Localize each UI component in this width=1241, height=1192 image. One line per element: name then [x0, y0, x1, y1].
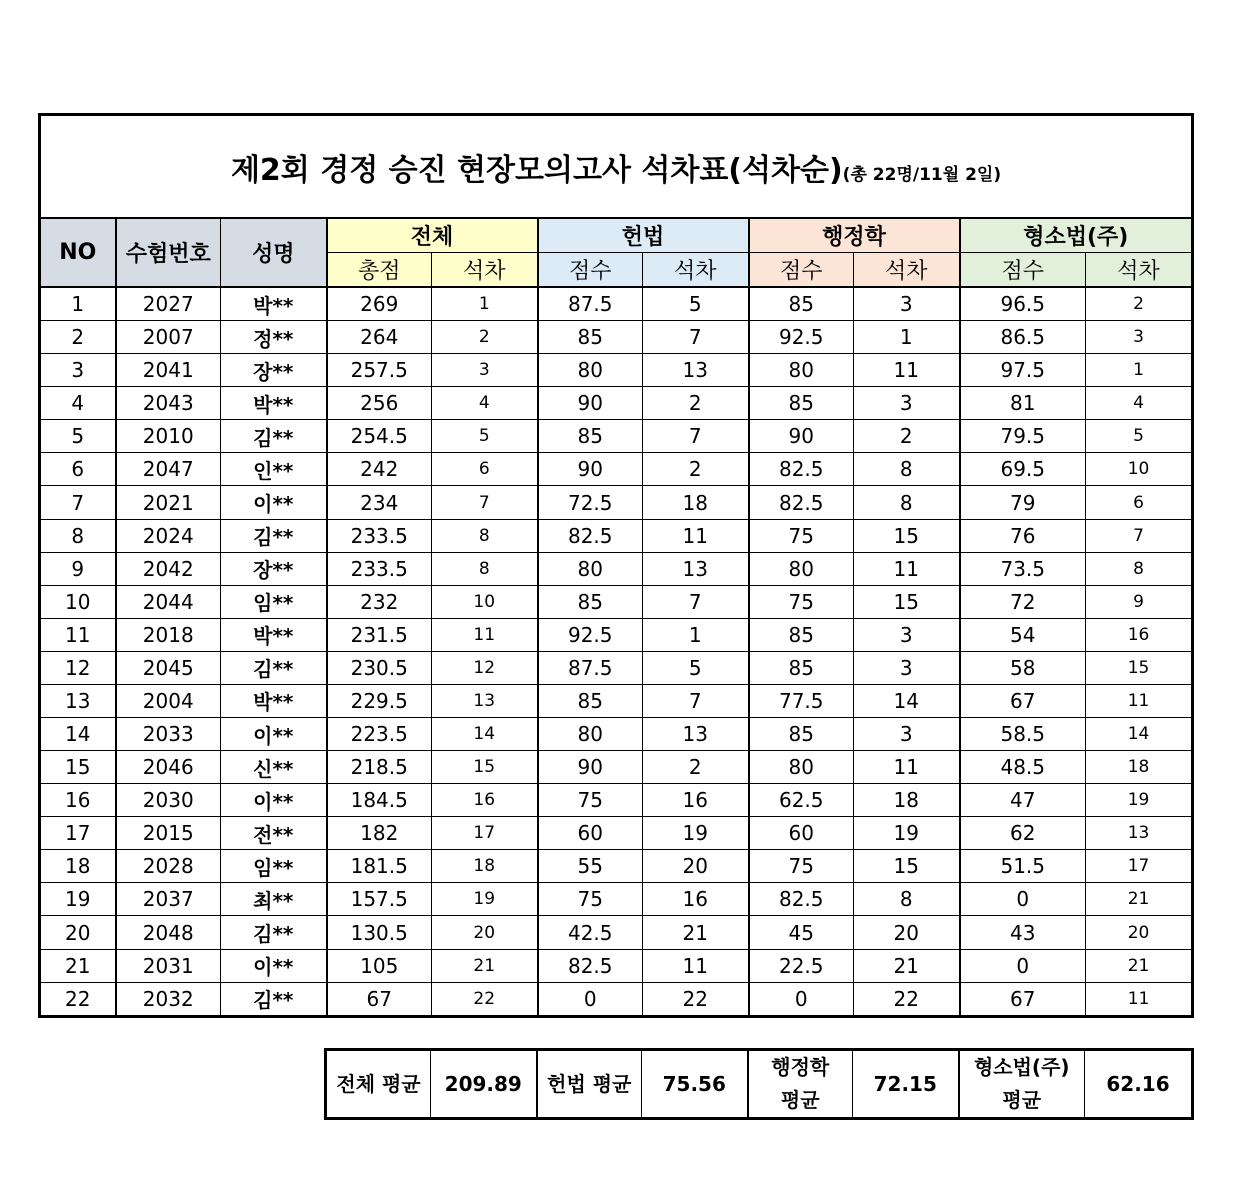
total-rank: 4: [432, 387, 538, 420]
criminal-rank: 11: [1086, 684, 1193, 717]
table-row: [40, 354, 1193, 387]
constitution-rank: 19: [643, 817, 749, 850]
student-name: 이**: [221, 949, 327, 982]
constitution-rank: 20: [643, 850, 749, 883]
header-group-total: 전체: [327, 218, 538, 253]
constitution-score: 75: [538, 784, 643, 817]
constitution-score: 0: [538, 982, 643, 1016]
student-name: 이**: [221, 486, 327, 519]
constitution-score: 87.5: [538, 287, 643, 321]
exam-number: 2047: [116, 453, 221, 486]
admin-rank: 11: [854, 552, 960, 585]
admin-average-value: 72.15: [853, 1050, 959, 1119]
total-rank: 12: [432, 651, 538, 684]
total-score: 130.5: [327, 916, 432, 949]
table-row: [40, 684, 1193, 717]
admin-rank: 8: [854, 453, 960, 486]
student-name: 전**: [221, 817, 327, 850]
student-name: 김**: [221, 519, 327, 552]
criminal-score: 79.5: [960, 420, 1086, 453]
row-no: 8: [40, 519, 116, 552]
total-rank: 6: [432, 453, 538, 486]
constitution-score: 85: [538, 321, 643, 354]
total-score: 234: [327, 486, 432, 519]
constitution-rank: 13: [643, 552, 749, 585]
admin-score: 60: [749, 817, 854, 850]
constitution-rank: 13: [643, 354, 749, 387]
row-no: 5: [40, 420, 116, 453]
criminal-score: 48.5: [960, 751, 1086, 784]
total-score: 67: [327, 982, 432, 1016]
admin-rank: 15: [854, 850, 960, 883]
averages-table: [324, 1048, 1194, 1120]
admin-rank: 15: [854, 585, 960, 618]
row-no: 12: [40, 651, 116, 684]
criminal-score: 0: [960, 883, 1086, 916]
total-average-label: 전체 평균: [326, 1050, 431, 1119]
criminal-score: 62: [960, 817, 1086, 850]
admin-rank: 20: [854, 916, 960, 949]
row-no: 22: [40, 982, 116, 1016]
exam-number: 2041: [116, 354, 221, 387]
admin-rank: 15: [854, 519, 960, 552]
exam-number: 2043: [116, 387, 221, 420]
total-score: 232: [327, 585, 432, 618]
criminal-score: 47: [960, 784, 1086, 817]
constitution-score: 90: [538, 387, 643, 420]
criminal-score: 51.5: [960, 850, 1086, 883]
criminal-rank: 19: [1086, 784, 1193, 817]
total-score: 254.5: [327, 420, 432, 453]
row-no: 4: [40, 387, 116, 420]
row-no: 15: [40, 751, 116, 784]
page-title: [40, 115, 1193, 219]
total-score: 218.5: [327, 751, 432, 784]
admin-score: 85: [749, 387, 854, 420]
total-rank: 10: [432, 585, 538, 618]
exam-number: 2048: [116, 916, 221, 949]
exam-number: 2042: [116, 552, 221, 585]
total-rank: 20: [432, 916, 538, 949]
admin-average-label-line2: 평균: [780, 1088, 820, 1112]
total-rank: 14: [432, 718, 538, 751]
constitution-score: 85: [538, 420, 643, 453]
admin-average-label: [748, 1050, 853, 1119]
student-name: 박**: [221, 287, 327, 321]
constitution-average-value: 75.56: [642, 1050, 748, 1119]
constitution-average-label: 헌법 평균: [537, 1050, 642, 1119]
exam-number: 2046: [116, 751, 221, 784]
admin-average-label-line1: 행정학: [771, 1055, 830, 1079]
row-no: 9: [40, 552, 116, 585]
exam-number: 2030: [116, 784, 221, 817]
header-sub: 석차: [854, 253, 960, 288]
total-rank: 22: [432, 982, 538, 1016]
constitution-rank: 7: [643, 321, 749, 354]
admin-rank: 14: [854, 684, 960, 717]
admin-rank: 3: [854, 718, 960, 751]
student-name: 임**: [221, 850, 327, 883]
row-no: 3: [40, 354, 116, 387]
admin-rank: 22: [854, 982, 960, 1016]
admin-score: 45: [749, 916, 854, 949]
table-row: [40, 618, 1193, 651]
student-name: 장**: [221, 354, 327, 387]
exam-number: 2024: [116, 519, 221, 552]
exam-number: 2031: [116, 949, 221, 982]
criminal-rank: 21: [1086, 949, 1193, 982]
constitution-score: 55: [538, 850, 643, 883]
criminal-rank: 9: [1086, 585, 1193, 618]
total-rank: 8: [432, 519, 538, 552]
criminal-average-value: 62.16: [1085, 1050, 1193, 1119]
constitution-score: 90: [538, 751, 643, 784]
header-name: 성명: [221, 218, 327, 287]
exam-number: 2033: [116, 718, 221, 751]
admin-rank: 3: [854, 618, 960, 651]
row-no: 2: [40, 321, 116, 354]
exam-number: 2021: [116, 486, 221, 519]
table-row: [40, 718, 1193, 751]
admin-score: 80: [749, 354, 854, 387]
constitution-rank: 1: [643, 618, 749, 651]
row-no: 7: [40, 486, 116, 519]
header-sub: 석차: [432, 253, 538, 288]
title-subtitle: (총 22명/11월 2일): [842, 164, 1002, 185]
admin-score: 85: [749, 718, 854, 751]
constitution-rank: 11: [643, 949, 749, 982]
admin-rank: 2: [854, 420, 960, 453]
total-rank: 13: [432, 684, 538, 717]
constitution-score: 82.5: [538, 949, 643, 982]
constitution-rank: 13: [643, 718, 749, 751]
constitution-rank: 2: [643, 453, 749, 486]
table-row: [40, 949, 1193, 982]
row-no: 13: [40, 684, 116, 717]
row-no: 14: [40, 718, 116, 751]
student-name: 김**: [221, 982, 327, 1016]
header-group-admin: 행정학: [749, 218, 960, 253]
table-row: [40, 817, 1193, 850]
header-sub: 석차: [1086, 253, 1193, 288]
student-name: 장**: [221, 552, 327, 585]
total-score: 223.5: [327, 718, 432, 751]
constitution-score: 82.5: [538, 519, 643, 552]
constitution-score: 85: [538, 684, 643, 717]
admin-rank: 18: [854, 784, 960, 817]
row-no: 18: [40, 850, 116, 883]
admin-score: 82.5: [749, 883, 854, 916]
constitution-rank: 18: [643, 486, 749, 519]
total-rank: 19: [432, 883, 538, 916]
student-name: 박**: [221, 387, 327, 420]
exam-number: 2037: [116, 883, 221, 916]
admin-rank: 21: [854, 949, 960, 982]
criminal-rank: 4: [1086, 387, 1193, 420]
constitution-score: 80: [538, 718, 643, 751]
exam-number: 2028: [116, 850, 221, 883]
row-no: 16: [40, 784, 116, 817]
total-score: 105: [327, 949, 432, 982]
header-sub: 점수: [960, 253, 1086, 288]
row-no: 19: [40, 883, 116, 916]
student-name: 김**: [221, 651, 327, 684]
admin-score: 82.5: [749, 453, 854, 486]
admin-rank: 11: [854, 751, 960, 784]
exam-number: 2018: [116, 618, 221, 651]
constitution-rank: 5: [643, 287, 749, 321]
total-score: 181.5: [327, 850, 432, 883]
table-row: [40, 784, 1193, 817]
total-rank: 15: [432, 751, 538, 784]
total-rank: 3: [432, 354, 538, 387]
total-score: 256: [327, 387, 432, 420]
student-name: 박**: [221, 684, 327, 717]
total-rank: 18: [432, 850, 538, 883]
admin-score: 85: [749, 618, 854, 651]
header-sub: 점수: [749, 253, 854, 288]
admin-rank: 3: [854, 387, 960, 420]
criminal-score: 0: [960, 949, 1086, 982]
criminal-rank: 11: [1086, 982, 1193, 1016]
constitution-score: 80: [538, 354, 643, 387]
table-row: [40, 387, 1193, 420]
total-score: 229.5: [327, 684, 432, 717]
exam-number: 2045: [116, 651, 221, 684]
total-rank: 5: [432, 420, 538, 453]
criminal-score: 81: [960, 387, 1086, 420]
student-name: 이**: [221, 718, 327, 751]
constitution-rank: 16: [643, 883, 749, 916]
constitution-rank: 2: [643, 751, 749, 784]
student-name: 최**: [221, 883, 327, 916]
row-no: 20: [40, 916, 116, 949]
exam-number: 2007: [116, 321, 221, 354]
criminal-rank: 5: [1086, 420, 1193, 453]
criminal-rank: 3: [1086, 321, 1193, 354]
header-sub: 총점: [327, 253, 432, 288]
student-name: 임**: [221, 585, 327, 618]
constitution-score: 90: [538, 453, 643, 486]
criminal-rank: 20: [1086, 916, 1193, 949]
table-row: [40, 651, 1193, 684]
criminal-score: 43: [960, 916, 1086, 949]
criminal-rank: 7: [1086, 519, 1193, 552]
criminal-rank: 2: [1086, 287, 1193, 321]
row-no: 1: [40, 287, 116, 321]
total-rank: 16: [432, 784, 538, 817]
exam-number: 2004: [116, 684, 221, 717]
student-name: 인**: [221, 453, 327, 486]
admin-rank: 3: [854, 287, 960, 321]
total-score: 233.5: [327, 552, 432, 585]
criminal-score: 76: [960, 519, 1086, 552]
criminal-average-label: [959, 1050, 1085, 1119]
constitution-rank: 5: [643, 651, 749, 684]
admin-score: 82.5: [749, 486, 854, 519]
constitution-score: 80: [538, 552, 643, 585]
criminal-average-label-line1: 형소법(주): [973, 1055, 1070, 1079]
constitution-rank: 16: [643, 784, 749, 817]
table-row: [40, 486, 1193, 519]
row-no: 10: [40, 585, 116, 618]
criminal-score: 58.5: [960, 718, 1086, 751]
admin-rank: 8: [854, 486, 960, 519]
admin-rank: 1: [854, 321, 960, 354]
criminal-score: 96.5: [960, 287, 1086, 321]
total-rank: 21: [432, 949, 538, 982]
constitution-rank: 2: [643, 387, 749, 420]
admin-rank: 19: [854, 817, 960, 850]
admin-rank: 8: [854, 883, 960, 916]
admin-score: 75: [749, 850, 854, 883]
total-rank: 2: [432, 321, 538, 354]
criminal-rank: 6: [1086, 486, 1193, 519]
table-row: [40, 552, 1193, 585]
rank-table: [38, 113, 1194, 1018]
constitution-score: 85: [538, 585, 643, 618]
admin-rank: 11: [854, 354, 960, 387]
constitution-score: 42.5: [538, 916, 643, 949]
table-row: [40, 519, 1193, 552]
criminal-rank: 10: [1086, 453, 1193, 486]
constitution-rank: 22: [643, 982, 749, 1016]
header-sub: 점수: [538, 253, 643, 288]
total-score: 264: [327, 321, 432, 354]
criminal-score: 72: [960, 585, 1086, 618]
criminal-score: 67: [960, 982, 1086, 1016]
admin-score: 92.5: [749, 321, 854, 354]
title-text: 제2회 경정 승진 현장모의고사 석차표(석차순): [230, 152, 843, 188]
criminal-rank: 16: [1086, 618, 1193, 651]
total-average-value: 209.89: [431, 1050, 537, 1119]
admin-score: 85: [749, 287, 854, 321]
header-group-criminal: 형소법(주): [960, 218, 1193, 253]
total-rank: 7: [432, 486, 538, 519]
criminal-rank: 18: [1086, 751, 1193, 784]
total-score: 230.5: [327, 651, 432, 684]
header-group-constitution: 헌법: [538, 218, 749, 253]
constitution-rank: 11: [643, 519, 749, 552]
total-score: 182: [327, 817, 432, 850]
exam-number: 2032: [116, 982, 221, 1016]
header-sub: 석차: [643, 253, 749, 288]
constitution-rank: 7: [643, 684, 749, 717]
criminal-rank: 14: [1086, 718, 1193, 751]
student-name: 김**: [221, 420, 327, 453]
table-row: [40, 751, 1193, 784]
table-row: [40, 916, 1193, 949]
table-row: [40, 883, 1193, 916]
admin-score: 22.5: [749, 949, 854, 982]
admin-score: 62.5: [749, 784, 854, 817]
row-no: 17: [40, 817, 116, 850]
criminal-rank: 15: [1086, 651, 1193, 684]
criminal-rank: 17: [1086, 850, 1193, 883]
student-name: 김**: [221, 916, 327, 949]
admin-score: 77.5: [749, 684, 854, 717]
admin-score: 80: [749, 552, 854, 585]
total-score: 269: [327, 287, 432, 321]
total-score: 231.5: [327, 618, 432, 651]
table-row: [40, 287, 1193, 321]
constitution-rank: 21: [643, 916, 749, 949]
admin-score: 75: [749, 585, 854, 618]
criminal-score: 67: [960, 684, 1086, 717]
constitution-rank: 7: [643, 585, 749, 618]
criminal-score: 86.5: [960, 321, 1086, 354]
total-score: 157.5: [327, 883, 432, 916]
exam-number: 2027: [116, 287, 221, 321]
criminal-score: 69.5: [960, 453, 1086, 486]
student-name: 이**: [221, 784, 327, 817]
table-row: [40, 982, 1193, 1016]
table-row: [40, 850, 1193, 883]
criminal-rank: 8: [1086, 552, 1193, 585]
admin-score: 0: [749, 982, 854, 1016]
row-no: 11: [40, 618, 116, 651]
total-rank: 11: [432, 618, 538, 651]
header-no: NO: [40, 218, 116, 287]
total-score: 233.5: [327, 519, 432, 552]
total-score: 257.5: [327, 354, 432, 387]
exam-number: 2010: [116, 420, 221, 453]
criminal-average-label-line2: 평균: [1002, 1088, 1042, 1112]
student-name: 박**: [221, 618, 327, 651]
constitution-score: 87.5: [538, 651, 643, 684]
criminal-rank: 21: [1086, 883, 1193, 916]
criminal-score: 79: [960, 486, 1086, 519]
admin-rank: 3: [854, 651, 960, 684]
criminal-score: 54: [960, 618, 1086, 651]
admin-score: 85: [749, 651, 854, 684]
criminal-rank: 1: [1086, 354, 1193, 387]
total-rank: 1: [432, 287, 538, 321]
criminal-score: 97.5: [960, 354, 1086, 387]
table-row: [40, 585, 1193, 618]
admin-score: 90: [749, 420, 854, 453]
student-name: 정**: [221, 321, 327, 354]
constitution-score: 75: [538, 883, 643, 916]
constitution-rank: 7: [643, 420, 749, 453]
criminal-score: 58: [960, 651, 1086, 684]
criminal-score: 73.5: [960, 552, 1086, 585]
table-row: [40, 453, 1193, 486]
criminal-rank: 13: [1086, 817, 1193, 850]
exam-number: 2015: [116, 817, 221, 850]
constitution-score: 92.5: [538, 618, 643, 651]
admin-score: 75: [749, 519, 854, 552]
row-no: 6: [40, 453, 116, 486]
header-exam-no: 수험번호: [116, 218, 221, 287]
exam-number: 2044: [116, 585, 221, 618]
row-no: 21: [40, 949, 116, 982]
constitution-score: 72.5: [538, 486, 643, 519]
total-score: 242: [327, 453, 432, 486]
table-row: [40, 321, 1193, 354]
total-rank: 8: [432, 552, 538, 585]
table-row: [40, 420, 1193, 453]
student-name: 신**: [221, 751, 327, 784]
admin-score: 80: [749, 751, 854, 784]
total-score: 184.5: [327, 784, 432, 817]
constitution-score: 60: [538, 817, 643, 850]
total-rank: 17: [432, 817, 538, 850]
